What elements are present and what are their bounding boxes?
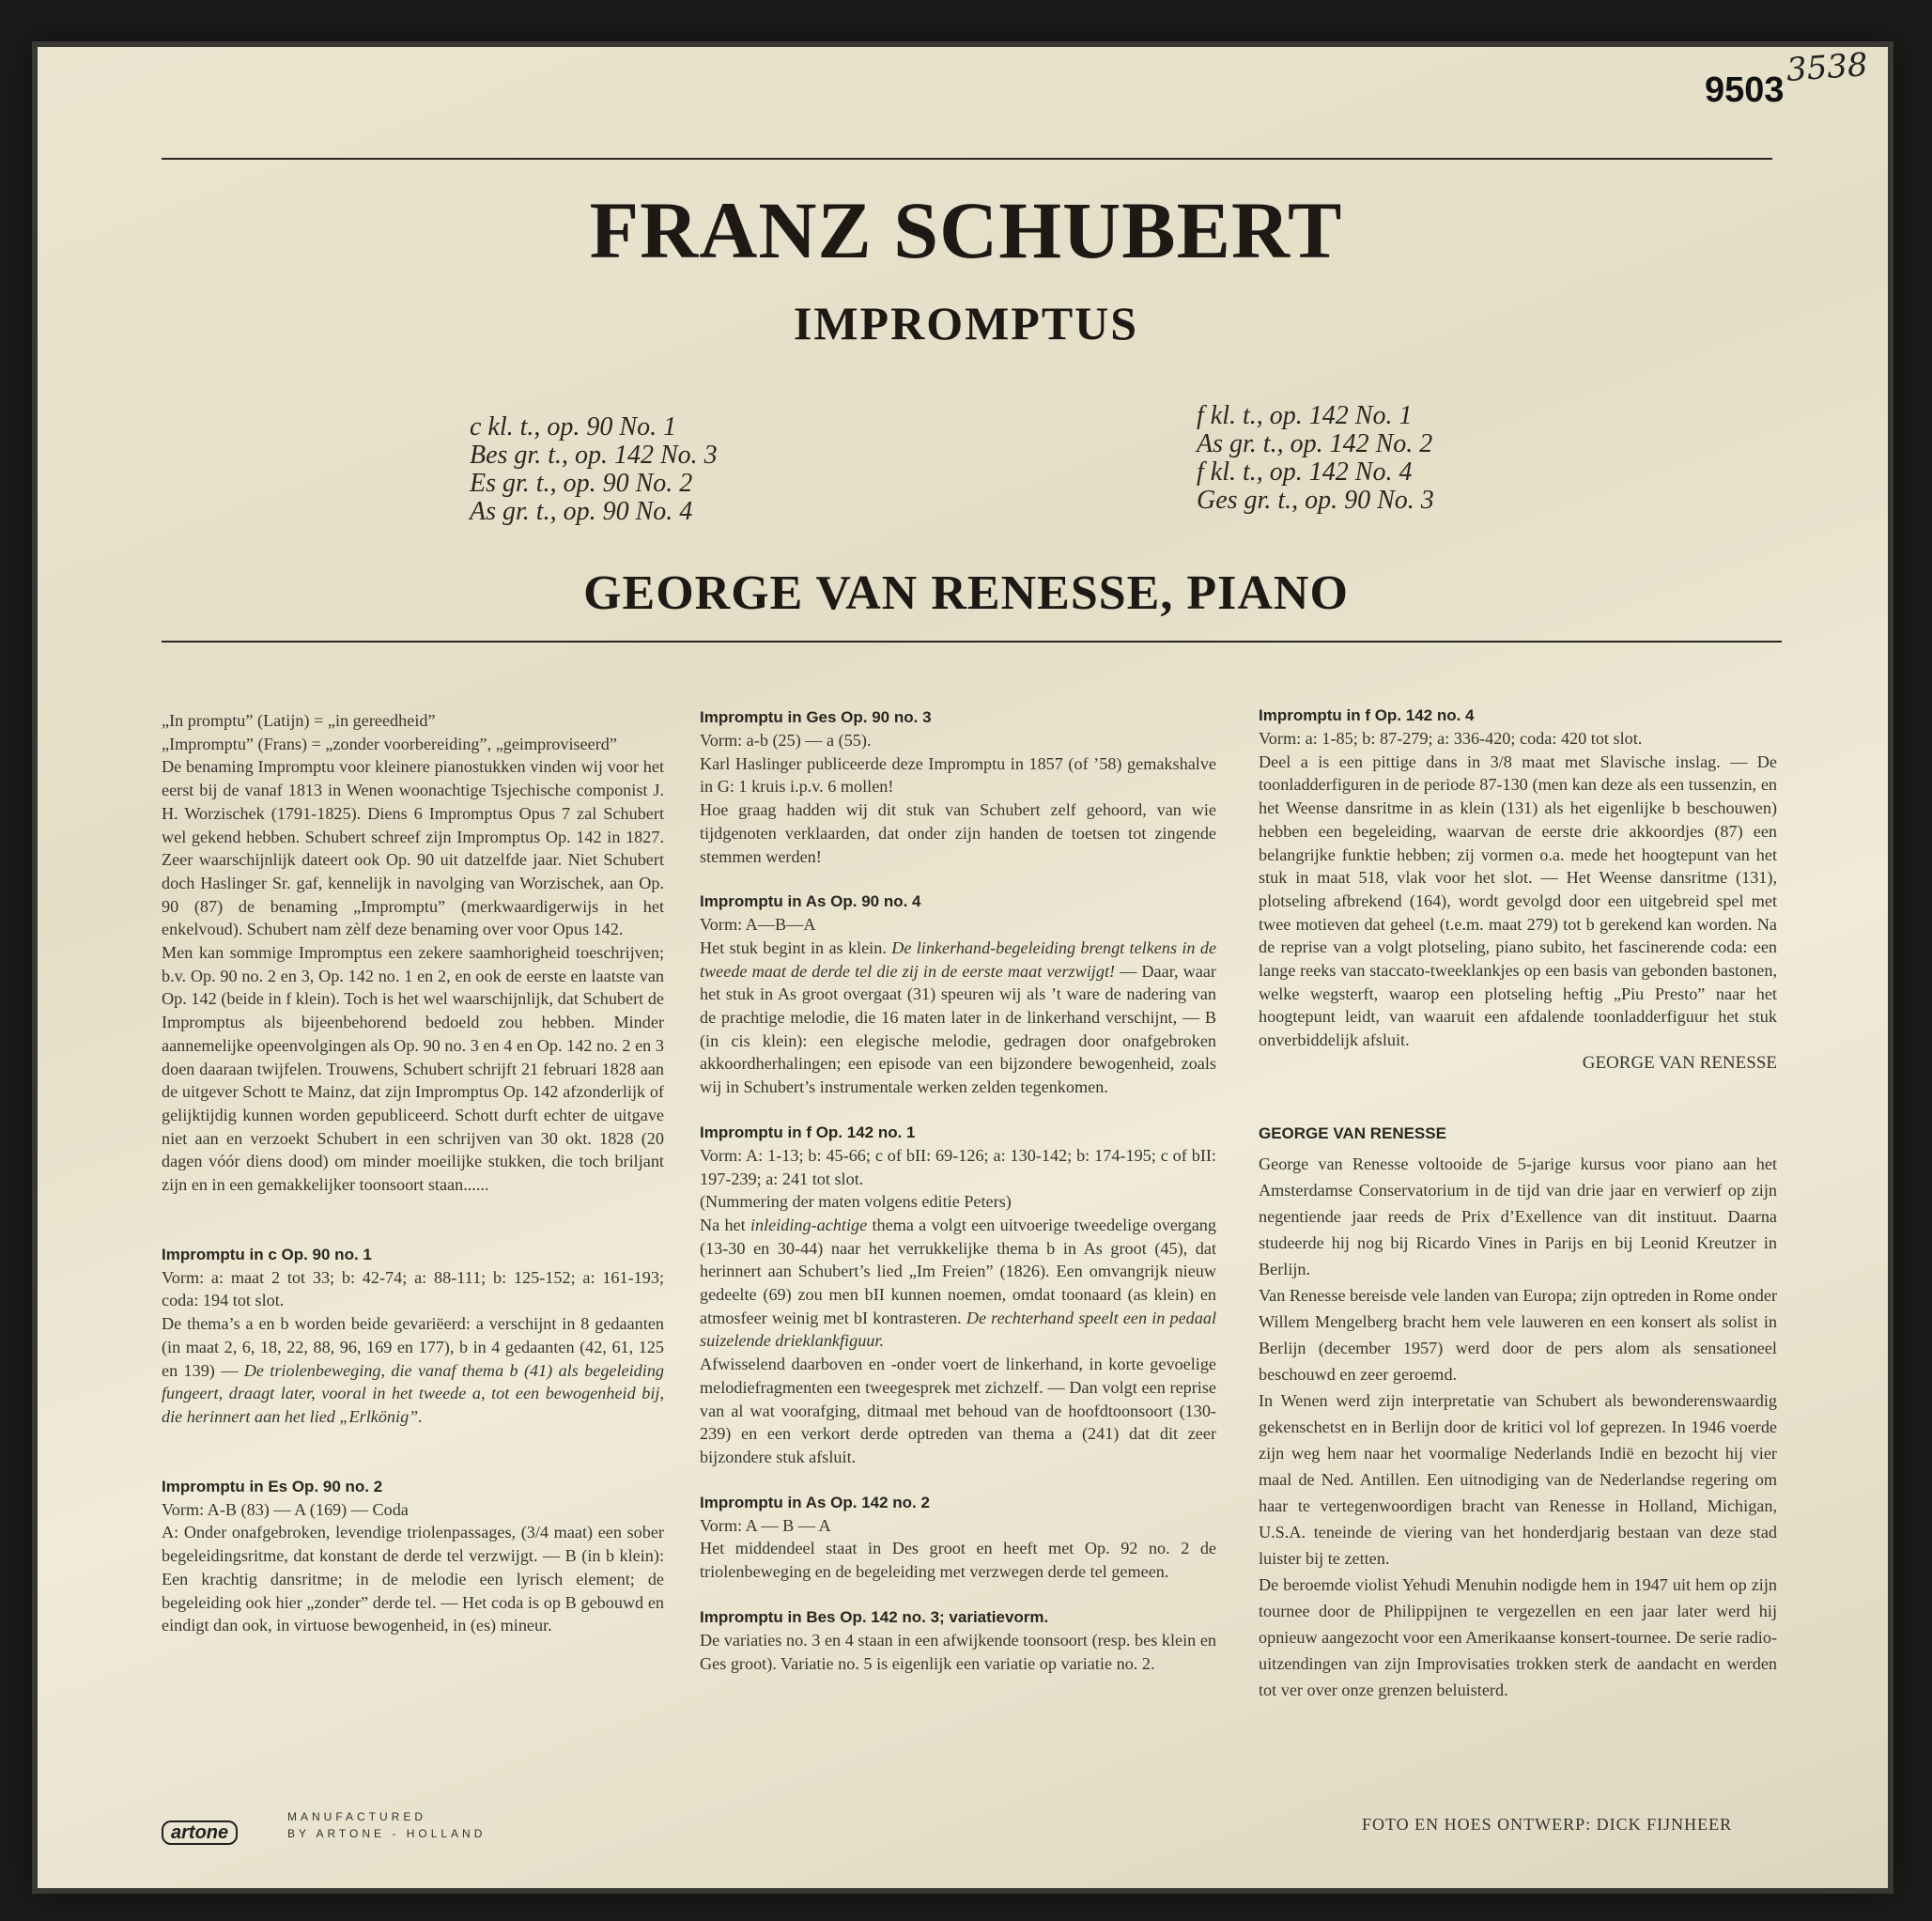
biography-paragraph: Van Renesse bereisde vele landen van Europa; zijn optreden in Rome onder Willem Mengelberg bracht hem vele lauweren en een konsert als solist in Berlijn (december 1957) werd door de pers alom als sensationeel beschouwd en zeer geroemd. [1259, 1285, 1777, 1384]
section-form: Vorm: a: maat 2 tot 33; b: 42-74; a: 88-111; b: 125-152; a: 161-193; coda: 194 tot slot. [162, 1267, 664, 1310]
catalog-number: 9503 [1705, 70, 1785, 110]
design-credit: FOTO EN HOES ONTWERP: DICK FIJNHEER [1362, 1815, 1733, 1834]
section-form: Vorm: A—B—A [700, 915, 816, 935]
program-item: As gr. t., op. 142 No. 2 [1197, 429, 1433, 458]
section-note: (Nummering der maten volgens editie Peters) [700, 1192, 1012, 1212]
section-text-italic: De linkerhand-begeleiding brengt telkens in de tweede maat de derde tel die zij in de eerste maat verzwijgt! [700, 937, 1217, 981]
program-item: Ges gr. t., op. 90 No. 3 [1197, 486, 1434, 515]
section-form: Vorm: A-B (83) — A (169) — Coda [162, 1499, 409, 1519]
notes-column-2 [700, 706, 1216, 1675]
section-text: A: Onder onafgebroken, levendige triolenpassages, (3/4 maat) een sober begeleidingsritme, dat konstant de derde tel verzwijgt. — B (in b klein): Een krachtig dansritme; in de melodie een lyrisch element; de begeleiding ook hier „zonder” derde tel. — Het coda is op B gebouwd en eindigt dan ook, in virtuose bewogenheid, in (es) mineur. [162, 1523, 664, 1635]
section-text: Het middendeel staat in Des groot en heeft met Op. 92 no. 2 de triolenbeweging en de begeleiding met verzwegen derde tel gemeen. [700, 1539, 1216, 1582]
section-text [162, 1312, 664, 1429]
biography-heading: GEORGE VAN RENESSE [1259, 1123, 1446, 1142]
section-heading: Impromptu in Es Op. 90 no. 2 [162, 1477, 383, 1495]
section-text-span: — Daar, waar het stuk in As groot overgaat (31) speuren wij als ’t ware de nadering van de prachtige melodie, die 16 maten later in de linkerhand verschijnt, — B (in cis klein): een elegische melodie, gedragen door onafgebroken akkoordherhalingen; een episode van een bijzondere bewogenheid, zoals wij in Schubert’s instrumentale werken zelden tegenkomen. [700, 961, 1216, 1097]
biography-paragraph: In Wenen werd zijn interpretatie van Schubert als bewonderenswaardig gekenschetst en in Berlijn door de kritici vol lof geprezen. In 1946 voerde zijn weg hem naar het voormalige Nederlands Indië en bezocht hij vier maal de Ned. Antillen. Een uitnodiging van de Nederlandse regering om haar te vertegenwoordigen bracht van Renesse in Holland, Michigan, U.S.A. teneinde de viering van het honderdjarig bestaan van deze stad luister bij te zetten. [1259, 1390, 1777, 1568]
section-heading: Impromptu in c Op. 90 no. 1 [162, 1245, 372, 1263]
program-item: Bes gr. t., op. 142 No. 3 [470, 441, 718, 470]
manufactured-line: MANUFACTURED [287, 1810, 427, 1823]
program-list-right [1197, 402, 1434, 515]
program-item: Es gr. t., op. 90 No. 2 [470, 469, 693, 498]
program-item: As gr. t., op. 90 No. 4 [470, 497, 693, 526]
biography-paragraph: George van Renesse voltooide de 5-jarige kursus voor piano aan het Amsterdamse Conservatorium in de tijd van drie jaar en verwierf op zijn negentiende jaar reeds de Prix d’Exellence van dit instituut. Daarna studeerde hij nog bij Ricardo Vines in Parijs en bij Leonid Kreutzer in Berlijn. [1259, 1154, 1777, 1278]
section-heading: Impromptu in Ges Op. 90 no. 3 [700, 708, 932, 726]
section-text: Deel a is een pittige dans in 3/8 maat met Slavische inslag. — De toonladderfiguren in de periode 87-130 (men kan deze als een tussenzin, en het Weense dansritme in as klein (131) als het eigenlijke b beschouwen) hebben een begeleiding, waarvan de eerste drie akkoordjes (87) een belangrijke funktie hebben; zij vormen o.a. mede het hoogtepunt van het stuk in maat 518, vlak voor het slot. — Het Weense dansritme (131), plotseling afbrekend (164), wordt gevolgd door een uitgebreid spel met twee motieven dat geheel (t.e.m. maat 279) tot b gerekend kan worden. Na de reprise van a volgt plotseling, piano subito, het fascinerende coda: een lange reeks van staccato-tweeklankjes op een basis van gebonden bastonen, welke wegsterft, waarop een plotseling heftig „Piu Presto” naar het hoogtepunt leidt, van waaruit een afdalende toonladderfiguur het stuk onverbiddelijk afsluit. [1259, 751, 1777, 1050]
work-title: IMPROMPTUS [793, 297, 1139, 349]
intro-line: „In promptu” (Latijn) = „in gereedheid” [162, 711, 436, 730]
manufacturer-note [287, 1808, 486, 1842]
author-signature: GEORGE VAN RENESSE [1582, 1052, 1777, 1073]
notes-column-3 [1259, 705, 1777, 1703]
program-item: c kl. t., op. 90 No. 1 [470, 412, 677, 442]
section-text: De variaties no. 3 en 4 staan in een afwijkende toonsoort (resp. bes klein en Ges groot). Variatie no. 5 is eigenlijk een variatie op variatie no. 2. [700, 1630, 1216, 1673]
section-heading: Impromptu in f Op. 142 no. 4 [1259, 706, 1475, 724]
section-text: Afwisselend daarboven en -onder voert de linkerhand, in korte gevoelige melodiefragmenten een tweegesprek met zichzelf. — Dan volgt een reprise van al wat voorafging, ditmaal met behoud van de hoofdtoonsoort (130-239) en een verkort derde optreden van thema a (241) dat dit zeer bijzondere stuk afsluit. [700, 1355, 1216, 1466]
program-item: f kl. t., op. 142 No. 4 [1197, 457, 1413, 487]
program-item: f kl. t., op. 142 No. 1 [1197, 401, 1413, 430]
section-text-span: De thema’s a en b worden beide gevariëerd: a verschijnt in 8 gedaanten (in maat 2, 6, 18, 22, 88, 96, 169 en 177), b in 4 gedaanten (42, 61, 125 en 139) — [162, 1314, 664, 1380]
section-heading: Impromptu in f Op. 142 no. 1 [700, 1123, 916, 1141]
artone-logo: artone [162, 1820, 238, 1845]
section-text-span: Het stuk begint in as klein. [700, 937, 887, 957]
handwritten-number: 3538 [1785, 46, 1869, 89]
section-form: Vorm: a-b (25) — a (55). [700, 731, 872, 750]
section-text-span: thema a volgt een uitvoerige tweedelige overgang (13-30 en 30-44) naar het verrukkelijke thema b in As groot (45), dat herinnert aan Schubert’s lied „Im Freien” (1826). Een omvangrijk nieuw gedeelte (69) zou men bII kunnen noemen, omdat toonaard (as klein) en atmosfeer weinig met bI kontrasteren. [700, 1215, 1216, 1327]
section-heading: Impromptu in As Op. 142 no. 2 [700, 1493, 930, 1511]
performer-title: GEORGE VAN RENESSE, PIANO [583, 566, 1349, 620]
section-text: Karl Haslinger publiceerde deze Impromptu in 1857 (of ’58) gemakshalve in G: 1 kruis i.p.v. 6 mollen! [700, 753, 1216, 797]
manufactured-line: BY ARTONE - HOLLAND [287, 1827, 487, 1840]
section-form: Vorm: A: 1-13; b: 45-66; c of bII: 69-126; a: 130-142; b: 174-195; c of bII: 197-239; a: 241 tot slot. [700, 1145, 1216, 1188]
section-heading: Impromptu in As Op. 90 no. 4 [700, 892, 921, 911]
section-text-italic: inleiding-achtige [750, 1215, 868, 1234]
section-form: Vorm: A — B — A [700, 1515, 831, 1535]
section-form: Vorm: a: 1-85; b: 87-279; a: 336-420; coda: 420 tot slot. [1259, 729, 1643, 748]
section-text [700, 937, 1216, 1099]
section-text-span: Na het [700, 1215, 746, 1234]
mid-divider [162, 641, 1782, 643]
biography-paragraph: De beroemde violist Yehudi Menuhin nodigde hem in 1947 uit hem op zijn tournee door de Philippijnen te vergezellen en een jaar later werd hij opnieuw aangezocht voor een Amerikaanse konsert-tournee. De serie radio-uitzendingen van zijn Improvisaties trokken sterk de aandacht en werden tot ver over onze grenzen beluisterd. [1259, 1574, 1777, 1699]
notes-column-1 [162, 709, 664, 1637]
section-text-italic: De triolenbeweging, die vanaf thema b (41) als begeleiding fungeert, draagt later, vooral in het tweede a, tot een bewogenheid bij, die herinnert aan het lied „Erlkönig”. [162, 1360, 665, 1426]
program-list-left [470, 413, 718, 526]
section-text-italic: De rechterhand speelt een in pedaal suizelende drieklankfiguur. [700, 1308, 1216, 1351]
top-divider [162, 158, 1772, 160]
composer-title: FRANZ SCHUBERT [589, 185, 1343, 275]
intro-paragraph: De benaming Impromptu voor kleinere pianostukken vinden wij voor het eerst bij de vanaf 1813 in Wenen woonachtige Tsjechische componist J. H. Worzischek (1791-1825). Diens 6 Impromptus Opus 7 zal Schubert wel gekend hebben. Schubert schreef zijn Impromptus Op. 142 in 1827. Zeer waarschijnlijk dateert ook Op. 90 uit datzelfde jaar. Niet Schubert doch Haslinger Sr. gaf, kennelijk in navolging van Worzischek, aan Op. 90 (87) de benaming „Impromptu” (merkwaardigerwijs in het enkelvoud). Schubert nam zèlf deze benaming over voor Opus 142. [162, 757, 664, 939]
intro-line: „Impromptu” (Frans) = „zonder voorbereiding”, „geimproviseerd” [162, 734, 617, 753]
intro-paragraph: Men kan sommige Impromptus een zekere saamhorigheid toeschrijven; b.v. Op. 90 no. 2 en 3, Op. 142 no. 1 en 2, en ook de eerste en laatste van Op. 142 (beide in f klein). Toch is het wel waarschijnlijk, dat Schubert de Impromptus als bijeenbehorend bedoeld zou hebben. Minder aannemelijke opeenvolgingen als Op. 90 no. 3 en 4 en Op. 142 no. 2 en 3 doen daaraan twijfelen. Trouwens, Schubert schrijft 21 februari 1828 aan de uitgever Schott te Mainz, dat zijn Impromptus Op. 142 afzonderlijk of gelijktijdig kunnen worden gepubliceerd. Schott durft echter de uitgave niet aan en verzoekt Schubert in een schrijven van 30 okt. 1828 (20 dagen vóór diens dood) om minder moeilijke stukken, die toch briljant zijn en in een gemakkelijker toonsoort staan...... [162, 943, 664, 1195]
section-text: Hoe graag hadden wij dit stuk van Schubert zelf gehoord, van wie tijdgenoten verklaarden, dat onder zijn handen de toetsen tot zingende stemmen werden! [700, 800, 1216, 866]
section-text [700, 1214, 1216, 1353]
section-heading: Impromptu in Bes Op. 142 no. 3; variatievorm. [700, 1607, 1049, 1626]
